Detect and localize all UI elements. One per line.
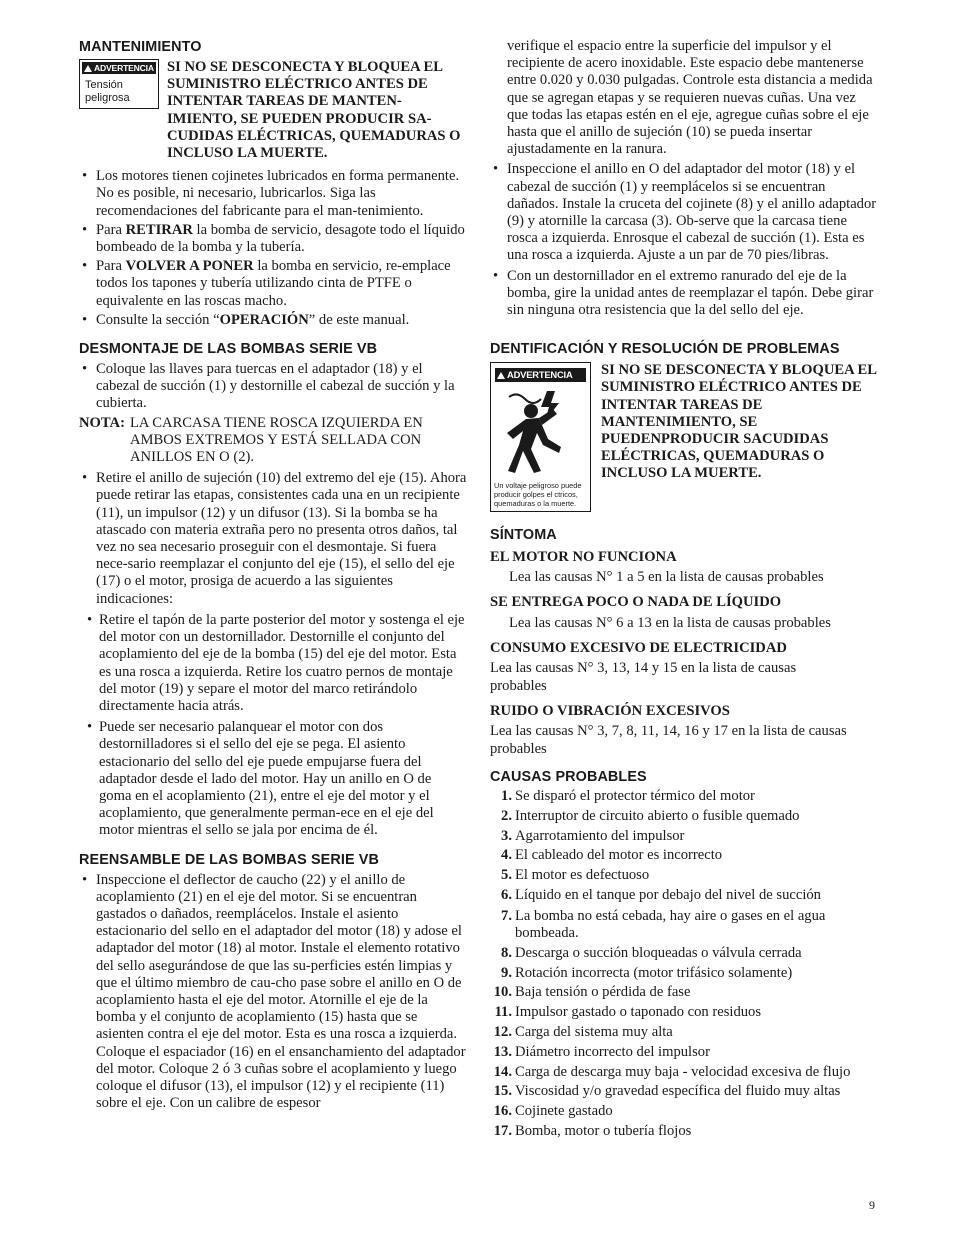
continued-paragraph: verifique el espacio entre la superficie del impulsor y el recipiente de acero inoxidable. Este espacio debe mantenerse entre 0.020 y 0.030 pulgadas. Controle esta distancia a medida que se agregan etapas y se requieren nuevas cuñas. Una vez que todas las etapas estén en el eje, agregue cuñas sobre el eje hasta que el anillo de sujeción (10) se pueda insertar ajustadamente en la ranura. xyxy=(507,38,873,158)
cause-item xyxy=(490,1102,880,1122)
cause-number: 8. xyxy=(501,944,512,961)
cause-number: 16. xyxy=(493,1103,512,1120)
cause-number: 15. xyxy=(493,1083,512,1100)
cause-item xyxy=(490,944,880,964)
section-title-identificacion: DENTIFICACIÓN Y RESOLUCIÓN DE PROBLEMAS xyxy=(490,341,840,358)
cause-item xyxy=(490,906,880,944)
cause-text: Viscosidad y/o gravedad específica del fluido muy altas xyxy=(515,1083,841,1100)
disassembly-list-2 xyxy=(79,470,467,608)
cause-number: 10. xyxy=(493,984,512,1001)
cause-number: 7. xyxy=(501,907,512,924)
warning-caption: Un voltaje peligroso puede producir golpes el ctricos, quemaduras o la muerte. xyxy=(494,481,582,509)
symptom-heading: RUIDO O VIBRACIÓN EXCESIVOS xyxy=(490,702,730,719)
page-number: 9 xyxy=(869,1198,875,1212)
cause-item xyxy=(490,1043,880,1063)
cause-item xyxy=(490,983,880,1003)
cause-item xyxy=(490,807,880,827)
right-column xyxy=(490,38,880,1142)
cause-number: 13. xyxy=(493,1043,512,1060)
list-item: • Retire el tapón de la parte posterior del motor y sostenga el eje del motor con un destornillador. Destornille el conjunto del acoplamiento del eje de la bomba (15) del eje del motor. Esta es una rosca a izquierda. Retire los cuatro pernos de montaje del motor (19) y separe el motor del marco retirándolo directamente hacia atrás. xyxy=(79,612,467,715)
warning-label-electric: ADVERTENCIA Un voltaje peligroso puede producir golpes el ctricos, quemaduras o la muerte. xyxy=(490,362,591,512)
cause-text: Interruptor de circuito abierto o fusible quemado xyxy=(515,807,800,824)
cause-item xyxy=(490,1023,880,1043)
note-text: LA CARCASA TIENE ROSCA IZQUIERDA EN AMBOS EXTREMOS Y ESTÁ SELLADA CON ANILLOS EN O (2). xyxy=(130,414,423,466)
warning-text: SI NO SE DESCONECTA Y BLOQUEA EL SUMINISTRO ELÉCTRICO ANTES DE INTENTAR TAREAS DE MANTENIMIENTO, SE PUEDENPRODUCIR SACUDIDAS ELÉCTRICAS, QUEMADURAS O INCLUSO LA MUERTE. xyxy=(601,362,877,482)
cause-item xyxy=(490,846,880,866)
cause-text: Rotación incorrecta (motor trifásico solamente) xyxy=(515,964,793,981)
symptom-item xyxy=(490,640,880,695)
cause-text: Agarrotamiento del impulsor xyxy=(515,827,685,844)
electric-shock-icon xyxy=(495,387,585,477)
maintenance-list xyxy=(79,168,467,329)
list-item: • Con un destornillador en el extremo ranurado del eje de la bomba, gire la unidad antes de reemplazar el tapón. Debe girar sin ninguna otra resistencia que la del sello del eje. xyxy=(490,268,880,320)
cause-text: La bomba no está cebada, hay aire o gases en el agua bombeada. xyxy=(515,907,826,942)
cause-number: 9. xyxy=(501,964,512,981)
symptom-heading: EL MOTOR NO FUNCIONA xyxy=(490,549,677,566)
cause-number: 2. xyxy=(501,807,512,824)
section-title-mantenimiento: MANTENIMIENTO xyxy=(79,39,202,55)
cause-text: El motor es defectuoso xyxy=(515,867,650,884)
warning-text: SI NO SE DESCONECTA Y BLOQUEA EL SUMINISTRO ELÉCTRICO ANTES DE INTENTAR TAREAS DE MANTEN-IMIENTO, SE PUEDEN PRODUCIR SA-CUDIDAS ELÉCTRICAS, QUEMADURAS O INCLUSO LA MUERTE. xyxy=(167,59,461,162)
warning-block-troubleshooting xyxy=(490,362,880,512)
cause-text: Descarga o succión bloqueadas o válvula cerrada xyxy=(515,944,802,961)
cause-number: 6. xyxy=(501,887,512,904)
cause-text: El cableado del motor es incorrecto xyxy=(515,847,723,864)
disassembly-sublist xyxy=(79,612,467,840)
note xyxy=(79,415,467,467)
cause-number: 3. xyxy=(501,827,512,844)
cause-number: 5. xyxy=(501,867,512,884)
list-item: • Inspeccione el deflector de caucho (22) y el anillo de acoplamiento (21) en el eje del motor. Si se encuentran gastados o dañados, reemplácelos. Instale el asiento estacionario del sello en el adaptador del motor (18) y adose el adaptador del motor (18) al motor. Instale el elemento rotativo del sello asegurándose de que las su-perficies estén limpias y que el último miembro de cau-cho pase sobre el anillo en O de acoplamiento hasta el eje del motor. Atornille el eje de la bomba y el conjunto de acoplamiento (15) hasta que se asienten contra el eje del motor. Esta es una rosca a izquierda. Coloque el espaciador (16) en el ensanchamiento del adaptador del motor. Coloque 2 ó 3 cuñas sobre el acoplamiento y luego coloque el difusor (13), el impulsor (12) y el recipiente (11) sobre el eje. Con un calibre de espesor xyxy=(79,872,467,1113)
cause-item xyxy=(490,1003,880,1023)
cause-item xyxy=(490,866,880,886)
list-item: • Coloque las llaves para tuercas en el adaptador (18) y el cabezal de succión (1) y destornille el cabezal de succión y la cubierta. xyxy=(79,361,467,413)
symptom-text: Lea las causas N° 6 a 13 en la lista de causas probables xyxy=(509,614,831,631)
warning-block-maintenance xyxy=(79,59,467,162)
cause-text: Cojinete gastado xyxy=(515,1103,613,1120)
list-item: • Para RETIRAR la bomba de servicio, desagote todo el líquido bombeado de la bomba y la tubería. xyxy=(79,222,467,256)
cause-text: Carga de descarga muy baja - velocidad excesiva de flujo xyxy=(515,1063,851,1080)
cause-number: 1. xyxy=(501,788,512,805)
causes-list xyxy=(490,787,880,1142)
note-label: NOTA: xyxy=(79,414,125,431)
cause-item xyxy=(490,1063,880,1083)
cause-item xyxy=(490,787,880,807)
list-item: • Para VOLVER A PONER la bomba en servicio, re-emplace todos los tapones y tubería utilizando cinta de PTFE o equivalente en las roscas macho. xyxy=(79,258,467,310)
symptom-item xyxy=(490,703,880,758)
section-title-reensamble: REENSAMBLE DE LAS BOMBAS SERIE VB xyxy=(79,851,379,868)
cause-text: Carga del sistema muy alta xyxy=(515,1024,673,1041)
section-title-desmontaje: DESMONTAJE DE LAS BOMBAS SERIE VB xyxy=(79,341,378,358)
disassembly-list xyxy=(79,361,467,413)
symptom-item xyxy=(490,549,880,586)
warning-triangle-icon xyxy=(84,65,92,72)
cause-number: 12. xyxy=(493,1024,512,1041)
warning-sub-label: Tensión peligrosa xyxy=(85,79,130,104)
warning-label: ADVERTENCIA Tensión peligrosa xyxy=(79,59,159,109)
list-item: • Consulte la sección “OPERACIÓN” de este manual. xyxy=(79,312,467,329)
list-item: • Puede ser necesario palanquear el motor con dos destornilladores si el sello del eje se pega. El asiento estacionario del sello del eje puede empujarse fuera del adaptador desde el lado del motor. Hay un anillo en O de goma en el acoplamiento (21), entre el eje del motor y el acoplamiento, que generalmente perman-ece en el eje del motor mientras el sello se jala por encima de él. xyxy=(79,719,467,839)
cause-text: Bomba, motor o tubería flojos xyxy=(515,1123,692,1140)
list-item: • Retire el anillo de sujeción (10) del extremo del eje (15). Ahora puede retirar las etapas, consistentes cada una en un recipiente (11), un impulsor (12) y un difusor (13). Si la bomba se ha atascado con materia extraña pero no presenta otros daños, tal vez no sea necesario proseguir con el desmontaje. Si fuera nece-sario reemplazar el conjunto del eje (15), el sello del eje (17) o el motor, prosiga de acuerdo a las siguientes indicaciones: xyxy=(79,470,467,608)
symptom-text: Lea las causas N° 3, 13, 14 y 15 en la lista de causas probables xyxy=(490,659,797,694)
section-title-causas: CAUSAS PROBABLES xyxy=(490,769,647,786)
list-item: • Los motores tienen cojinetes lubricados en forma permanente. No es posible, ni necesario, lubricarlos. Siga las recomendaciones del fabricante para el man-tenimiento. xyxy=(79,168,467,220)
symptom-text: Lea las causas N° 3, 7, 8, 11, 14, 16 y 17 en la lista de causas probables xyxy=(490,723,847,758)
cause-number: 14. xyxy=(493,1063,512,1080)
cause-text: Impulsor gastado o taponado con residuos xyxy=(515,1004,762,1021)
cause-number: 11. xyxy=(494,1004,512,1021)
cause-number: 17. xyxy=(493,1123,512,1140)
symptom-heading: CONSUMO EXCESIVO DE ELECTRICIDAD xyxy=(490,639,787,656)
symptom-text: Lea las causas N° 1 a 5 en la lista de causas probables xyxy=(509,569,824,586)
cause-number: 4. xyxy=(501,847,512,864)
cause-item xyxy=(490,886,880,906)
cause-item xyxy=(490,1082,880,1102)
left-column xyxy=(79,38,467,1112)
cause-text: Diámetro incorrecto del impulsor xyxy=(515,1043,710,1060)
reassembly-list-cont xyxy=(490,161,880,319)
list-item: • Inspeccione el anillo en O del adaptador del motor (18) y el cabezal de succión (1) y reemplácelos si se encuentran dañados. Instale la cruceta del cojinete (8) y el anillo adaptador (9) y atornille la carcasa (3). Ob-serve que la carcasa tiene rosca a izquierda. Enrosque el cabezal de succión (1). Esta es una rosca a izquierda. Ajuste a un par de 70 pies/libras. xyxy=(490,161,880,264)
cause-text: Baja tensión o pérdida de fase xyxy=(515,984,691,1001)
warning-triangle-icon xyxy=(497,372,505,379)
cause-text: Líquido en el tanque por debajo del nivel de succión xyxy=(515,887,821,904)
cause-text: Se disparó el protector térmico del motor xyxy=(515,788,755,805)
cause-item xyxy=(490,1122,880,1142)
cause-item xyxy=(490,827,880,847)
section-title-sintoma: SÍNTOMA xyxy=(490,527,557,544)
cause-item xyxy=(490,964,880,984)
symptom-item xyxy=(490,594,880,631)
symptom-heading: SE ENTREGA POCO O NADA DE LÍQUIDO xyxy=(490,594,782,611)
reassembly-list xyxy=(79,872,467,1113)
